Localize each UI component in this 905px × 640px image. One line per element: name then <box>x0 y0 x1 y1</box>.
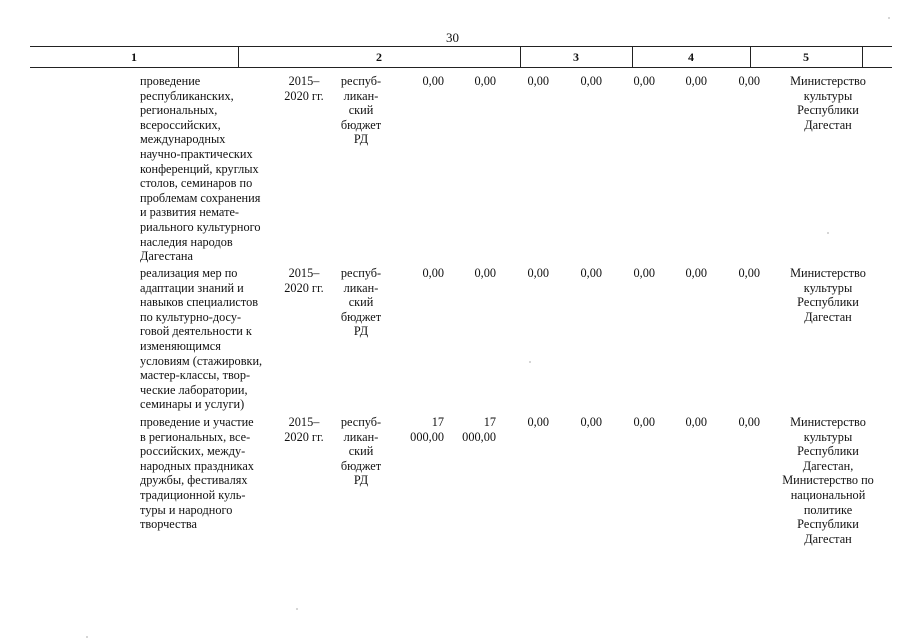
row-value-1: 17 000,00 <box>410 415 444 444</box>
header-col-4: 4 <box>688 50 694 64</box>
row-value-7: 0,00 <box>738 266 760 280</box>
page-number: 30 <box>446 30 459 45</box>
row-description: проведение республиканских, региональных, всероссийских, международных научно-практических конференций, круглых столов, семинаров по проблемам сохранения и развития немате- риального культурного наследия народов Дагестана <box>140 74 261 264</box>
row-value-3: 0,00 <box>527 266 549 280</box>
header-col-3: 3 <box>573 50 579 64</box>
row-executor: Министерство культуры Республики Дагестан, Министерство по национальной политике Республики Дагестан <box>782 415 874 546</box>
scan-speck <box>827 232 829 234</box>
row-funding-source: респуб- ликан- ский бюджет РД <box>340 266 382 339</box>
row-executor: Министерство культуры Республики Дагестан <box>790 74 866 132</box>
header-divider <box>862 47 863 67</box>
row-description: реализация мер по адаптации знаний и навыков специалистов по культурно-досу- говой деятельности к изменяющимся условиям (стажировки, мастер-классы, твор- ческие лаборатории, семинары и услуги) <box>140 266 263 412</box>
row-value-6: 0,00 <box>685 415 707 429</box>
row-value-3: 0,00 <box>527 415 549 429</box>
row-value-7: 0,00 <box>738 415 760 429</box>
row-value-1: 0,00 <box>422 74 444 88</box>
row-value-2: 0,00 <box>474 74 496 88</box>
row-value-3: 0,00 <box>527 74 549 88</box>
row-value-6: 0,00 <box>685 74 707 88</box>
row-value-2: 17 000,00 <box>462 415 496 444</box>
row-funding-source: респуб- ликан- ский бюджет РД <box>340 415 382 488</box>
scan-speck <box>296 608 298 610</box>
row-executor: Министерство культуры Республики Дагестан <box>790 266 866 324</box>
table-header <box>30 46 892 68</box>
scan-speck <box>529 361 531 363</box>
row-value-1: 0,00 <box>422 266 444 280</box>
row-years: 2015– 2020 гг. <box>284 266 324 295</box>
row-years: 2015– 2020 гг. <box>284 74 324 103</box>
row-value-7: 0,00 <box>738 74 760 88</box>
row-description: проведение и участие в региональных, все- российских, между- народных праздниках дружбы, фестивалях традиционной куль- туры и народного творчества <box>140 415 254 532</box>
row-value-5: 0,00 <box>633 266 655 280</box>
header-col-2: 2 <box>376 50 382 64</box>
row-value-4: 0,00 <box>580 415 602 429</box>
row-value-2: 0,00 <box>474 266 496 280</box>
row-years: 2015– 2020 гг. <box>284 415 324 444</box>
scan-speck <box>86 636 88 638</box>
row-value-4: 0,00 <box>580 266 602 280</box>
scan-speck <box>888 17 890 19</box>
row-funding-source: респуб- ликан- ский бюджет РД <box>340 74 382 147</box>
header-col-1: 1 <box>131 50 137 64</box>
row-value-6: 0,00 <box>685 266 707 280</box>
row-value-5: 0,00 <box>633 415 655 429</box>
row-value-5: 0,00 <box>633 74 655 88</box>
row-value-4: 0,00 <box>580 74 602 88</box>
header-col-5: 5 <box>803 50 809 64</box>
